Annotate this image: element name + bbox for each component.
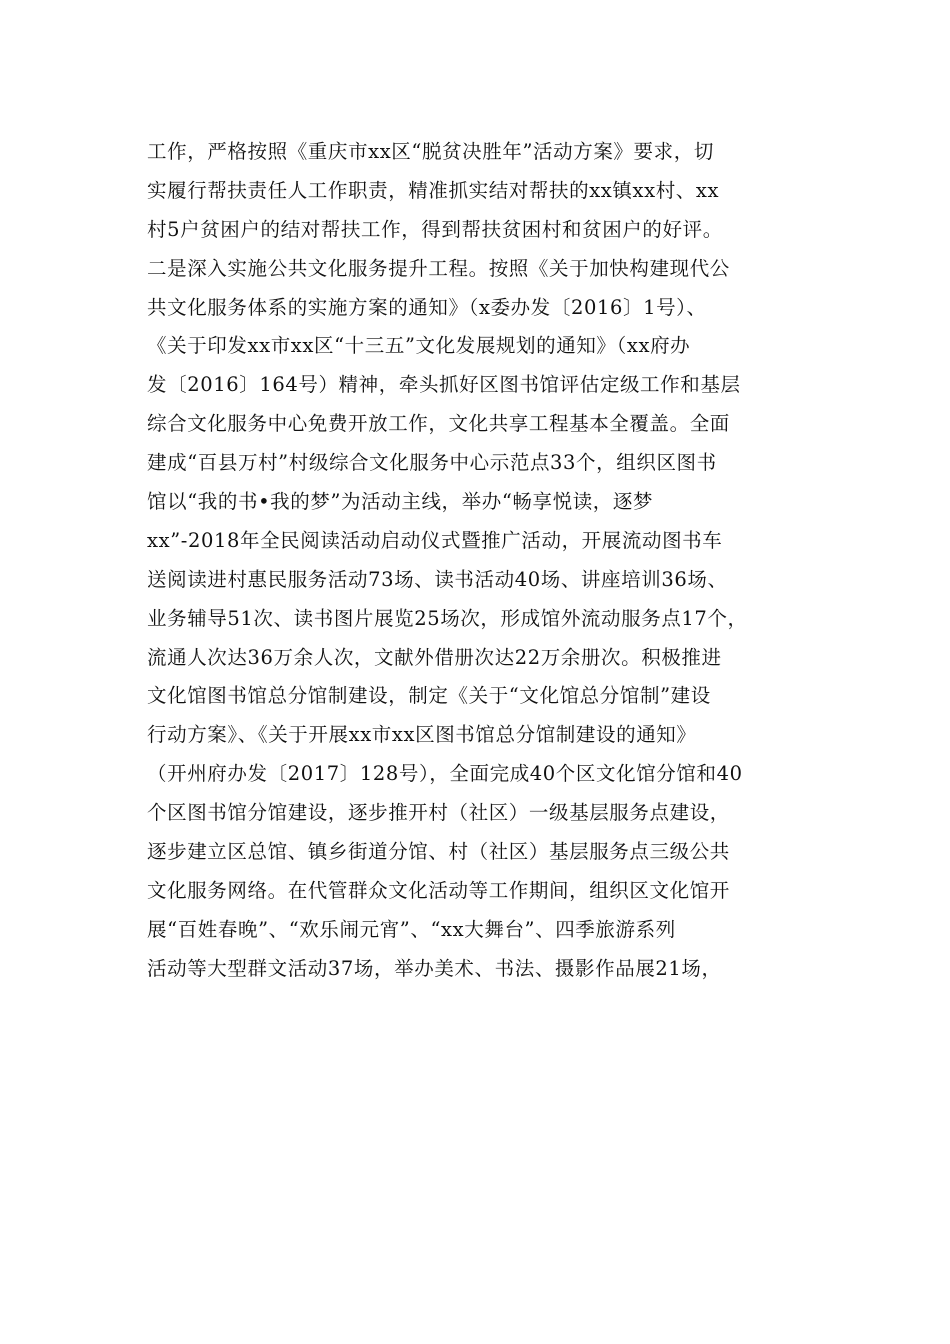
text-line-22: 活动等大型群文活动37场，举办美术、书法、摄影作品展21场， xyxy=(147,956,722,980)
text-line-18: 个区图书馆分馆建设，逐步推开村（社区）一级基层服务点建设， xyxy=(147,801,730,825)
text-line-5: 共文化服务体系的实施方案的通知》（x委办发〔2016〕1号）、 xyxy=(147,295,707,319)
text-line-21: 展“百姓春晚”、“欢乐闹元宵”、“xx大舞台”、四季旅游系列 xyxy=(147,917,676,941)
text-line-7: 发〔2016〕164号）精神，牵头抓好区图书馆评估定级工作和基层 xyxy=(147,373,741,397)
text-line-3: 村5户贫困户的结对帮扶工作，得到帮扶贫困村和贫困户的好评。 xyxy=(147,217,723,241)
text-line-13: 业务辅导51次、读书图片展览25场次，形成馆外流动服务点17个， xyxy=(147,606,748,630)
text-line-1: 工作，严格按照《重庆市xx区“脱贫决胜年”活动方案》要求，切 xyxy=(147,140,714,163)
text-line-17: （开州府办发〔2017〕128号），全面完成40个区文化馆分馆和40 xyxy=(147,762,743,786)
text-line-8: 综合文化服务中心免费开放工作，文化共享工程基本全覆盖。全面 xyxy=(147,412,730,436)
text-line-11: xx”-2018年全民阅读活动启动仪式暨推广活动，开展流动图书车 xyxy=(147,528,723,552)
text-line-12: 送阅读进村惠民服务活动73场、读书活动40场、讲座培训36场、 xyxy=(147,567,728,591)
text-line-14: 流通人次达36万余人次，文献外借册次达22万余册次。积极推进 xyxy=(147,645,722,669)
text-line-15: 文化馆图书馆总分馆制建设，制定《关于“文化馆总分馆制”建设 xyxy=(147,684,711,708)
text-line-4: 二是深入实施公共文化服务提升工程。按照《关于加快构建现代公 xyxy=(147,256,730,280)
text-line-19: 逐步建立区总馆、镇乡街道分馆、村（社区）基层服务点三级公共 xyxy=(147,840,730,864)
body-text xyxy=(147,133,827,989)
text-line-9: 建成“百县万村”村级综合文化服务中心示范点33个，组织区图书 xyxy=(147,451,717,475)
text-line-2: 实履行帮扶责任人工作职责，精准抓实结对帮扶的xx镇xx村、xx xyxy=(147,178,720,202)
text-line-10: 馆以“我的书•我的梦”为活动主线，举办“畅享悦读，逐梦 xyxy=(147,490,654,514)
text-line-16: 行动方案》、《关于开展xx市xx区图书馆总分馆制建设的通知》 xyxy=(147,723,697,747)
text-line-6: 《关于印发xx市xx区“十三五”文化发展规划的通知》（xx府办 xyxy=(147,334,691,358)
text-line-20: 文化服务网络。在代管群众文化活动等工作期间，组织区文化馆开 xyxy=(147,878,730,902)
